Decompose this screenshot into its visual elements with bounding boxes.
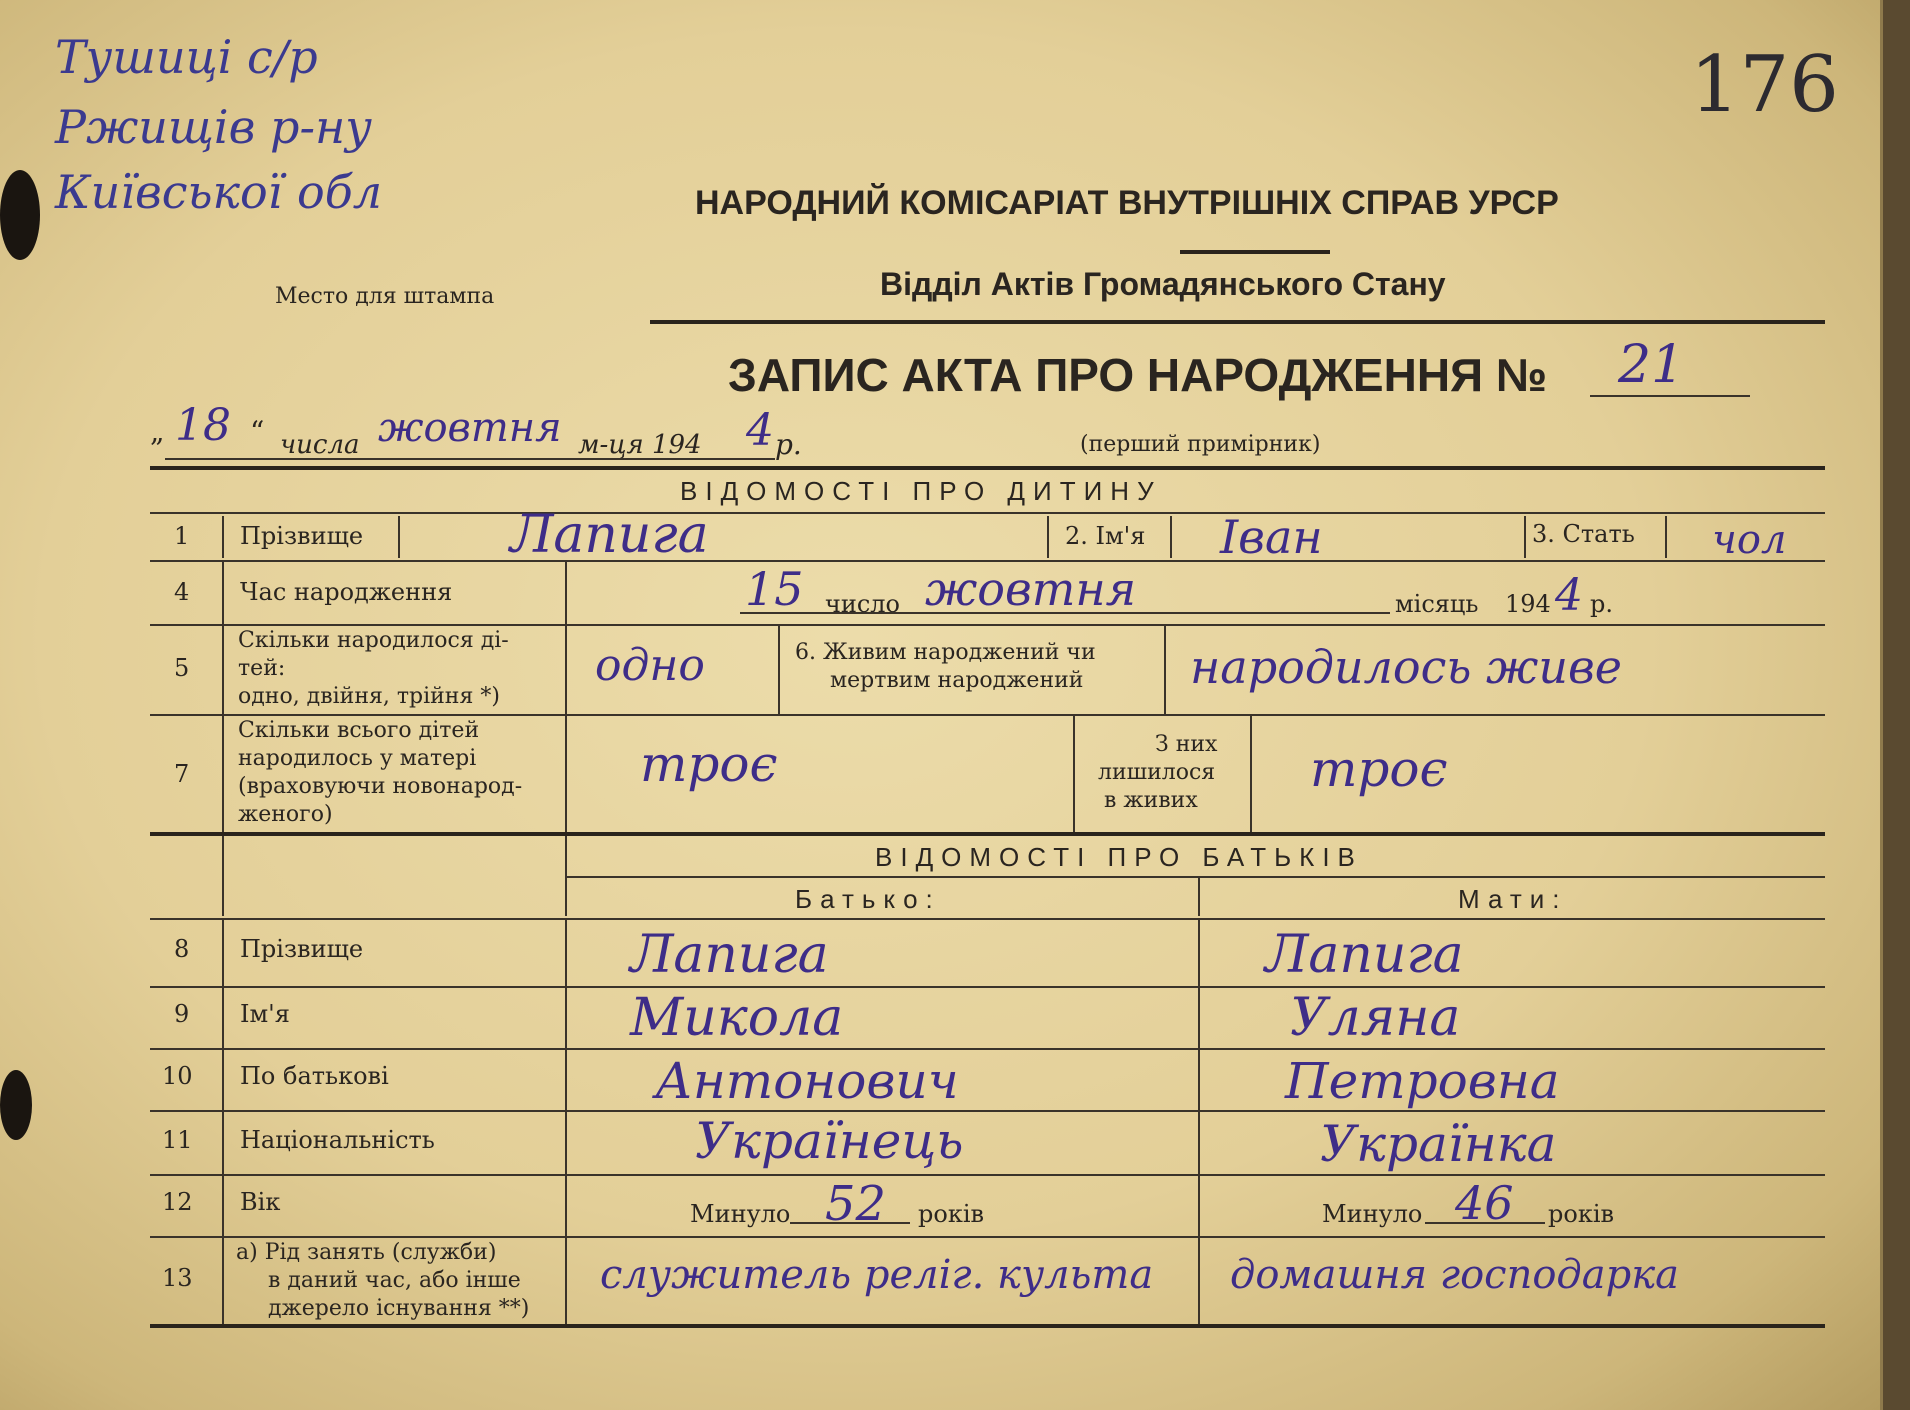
row-11-divider-c [1198, 1112, 1200, 1174]
row-12-divider-b [565, 1176, 567, 1236]
row-9-divider-b [565, 988, 567, 1048]
birth-month: жовтня [925, 562, 1137, 616]
record-number-line [1590, 395, 1750, 397]
father-age-prefix: Минуло [690, 1200, 791, 1228]
total-children-label-line-3: (враховуючи новонарод- [238, 774, 523, 799]
father-surname: Лапига [630, 925, 829, 985]
rule-after-parents-heading [565, 876, 1825, 878]
birth-day: 15 [745, 562, 804, 616]
record-number: 21 [1618, 335, 1685, 395]
date-month-suffix: м-ця 194 [578, 430, 702, 460]
row-10-num: 10 [162, 1062, 193, 1090]
row-8-divider-a [222, 920, 224, 986]
total-children-value: троє [640, 735, 778, 793]
total-children-label-line-4: женого) [238, 802, 333, 827]
birth-day-suffix: число [825, 590, 900, 618]
row-7-divider-d [1250, 716, 1252, 832]
children-born-value: одно [595, 640, 705, 691]
row-8-divider-c [1198, 920, 1200, 986]
archive-note-line-2: Ржищів р-ну [55, 100, 372, 154]
child-name: Іван [1220, 510, 1323, 564]
child-sex: чол [1712, 517, 1787, 563]
parent-name-label: Ім'я [240, 1000, 290, 1028]
birth-time-label: Час народження [240, 578, 453, 606]
date-year-suffix: р. [775, 428, 802, 461]
row-9-divider-a [222, 988, 224, 1048]
table-bottom-rule [150, 1324, 1825, 1328]
row-13-divider-a [222, 1238, 224, 1324]
date-underline [165, 458, 775, 460]
birth-month-suffix: місяць [1395, 590, 1479, 618]
row-5-num: 5 [174, 654, 190, 682]
date-year-digit: 4 [746, 405, 774, 456]
children-born-label-line-1: Скільки народилося ді- [238, 628, 509, 653]
row-5-divider-c [778, 626, 780, 714]
rule-after-row-5 [150, 714, 1825, 716]
alive-children-label-line-2: лишилося [1098, 760, 1216, 785]
father-name: Микола [630, 988, 844, 1048]
live-born-label-line-1: 6. Живим народжений чи [795, 640, 1096, 665]
row-5-divider-b [565, 626, 567, 714]
row-1-divider-d [1170, 516, 1172, 558]
row-12-divider-c [1198, 1176, 1200, 1236]
row-5-divider-d [1164, 626, 1166, 714]
copy-note: (перший примірник) [1080, 432, 1321, 457]
father-age: 52 [825, 1176, 887, 1232]
mother-age: 46 [1455, 1176, 1514, 1230]
rule-after-row-4 [150, 624, 1825, 626]
children-born-label-line-3: одно, двійня, трійня *) [238, 684, 500, 709]
mother-age-suffix: років [1548, 1200, 1614, 1228]
row-1-divider-c [1047, 516, 1049, 558]
child-section-heading: ВІДОМОСТІ ПРО ДИТИНУ [680, 476, 1162, 506]
row-11-num: 11 [162, 1126, 193, 1154]
row-4-num: 4 [174, 578, 190, 606]
mother-heading: Мати: [1458, 884, 1568, 914]
date-month: жовтня [378, 405, 562, 451]
row-10-divider-a [222, 1050, 224, 1110]
row-13-divider-c [1198, 1238, 1200, 1324]
rule-after-row-9 [150, 1048, 1825, 1050]
row-9-num: 9 [174, 1000, 190, 1028]
mother-occupation: домашня господарка [1230, 1252, 1679, 1298]
father-patronymic: Антонович [655, 1052, 959, 1110]
rule-after-row-7 [150, 832, 1825, 836]
mother-surname: Лапига [1265, 925, 1464, 985]
row-1-num: 1 [174, 522, 190, 550]
row-4-divider-a [222, 562, 224, 624]
row-12-num: 12 [162, 1188, 193, 1216]
row-13-num: 13 [162, 1264, 193, 1292]
child-surname-label: Прізвище [240, 522, 364, 550]
ministry-title: НАРОДНИЙ КОМІСАРІАТ ВНУТРІШНІХ СПРАВ УРСР [695, 184, 1559, 222]
rule-after-row-11 [150, 1174, 1825, 1176]
table-top-rule [150, 466, 1825, 470]
occupation-label-line-3: джерело існування **) [268, 1296, 530, 1321]
row-11-divider-b [565, 1112, 567, 1174]
mother-age-prefix: Минуло [1322, 1200, 1423, 1228]
occupation-label-line-2: в даний час, або інше [268, 1268, 521, 1293]
row-8-divider-b [565, 920, 567, 986]
ministry-underline [1180, 250, 1330, 254]
date-day: 18 [175, 400, 231, 451]
birth-year-digit: 4 [1555, 570, 1583, 621]
archive-note-line-1: Тушиці с/р [55, 30, 318, 84]
children-born-label-line-2: тей: [238, 656, 286, 681]
child-sex-label: 3. Стать [1532, 520, 1635, 548]
row-1-divider-e [1524, 516, 1526, 558]
department-title: Відділ Актів Громадянського Стану [880, 266, 1446, 302]
mother-name: Уляна [1290, 988, 1461, 1048]
parents-column-divider-heading [1198, 878, 1200, 916]
rule-after-child-heading [150, 512, 1825, 514]
parents-section-heading: ВІДОМОСТІ ПРО БАТЬКІВ [875, 842, 1363, 872]
parents-heading-divider-a [222, 836, 224, 916]
row-13-divider-b [565, 1238, 567, 1324]
alive-children-value: троє [1310, 740, 1448, 798]
alive-children-label-line-3: в живих [1104, 788, 1198, 813]
row-1-divider-a [222, 516, 224, 558]
father-age-suffix: років [918, 1200, 984, 1228]
birth-year-suffix: р. [1590, 590, 1613, 618]
document-title: ЗАПИС АКТА ПРО НАРОДЖЕННЯ № [728, 349, 1548, 401]
row-7-divider-a [222, 716, 224, 832]
occupation-label-line-1: а) Рід занять (служби) [236, 1240, 497, 1265]
archive-number: 176 [1690, 40, 1839, 130]
father-age-underline [790, 1222, 910, 1224]
rule-after-row-8 [150, 986, 1825, 988]
row-7-num: 7 [174, 760, 190, 788]
parent-nationality-label: Національність [240, 1126, 435, 1154]
mother-age-underline [1425, 1222, 1545, 1224]
row-7-divider-c [1073, 716, 1075, 832]
rule-after-row-10 [150, 1110, 1825, 1112]
stamp-place-label: Место для штампа [275, 284, 495, 309]
total-children-label-line-1: Скільки всього дітей [238, 718, 480, 743]
child-surname: Лапига [510, 505, 709, 565]
row-1-divider-b [398, 516, 400, 558]
mother-nationality: Українка [1320, 1115, 1557, 1173]
parent-age-label: Вік [240, 1188, 281, 1216]
date-quote-close: “ [250, 415, 265, 448]
row-7-divider-b [565, 716, 567, 832]
live-born-value: народилось живе [1190, 640, 1622, 694]
birth-year-prefix: 194 [1505, 590, 1551, 618]
binding-hole-top [0, 170, 40, 260]
row-1-divider-f [1665, 516, 1667, 558]
birth-date-underline [740, 612, 1390, 614]
row-12-divider-a [222, 1176, 224, 1236]
row-10-divider-c [1198, 1050, 1200, 1110]
father-heading: Батько: [795, 884, 941, 914]
live-born-label-line-2: мертвим народжений [830, 668, 1084, 693]
archive-note-line-3: Київської обл [55, 165, 383, 219]
row-11-divider-a [222, 1112, 224, 1174]
date-day-suffix: числа [280, 430, 360, 460]
date-quote-open: „ [150, 415, 165, 448]
row-4-divider-b [565, 562, 567, 624]
father-nationality: Українець [695, 1112, 964, 1170]
row-10-divider-b [565, 1050, 567, 1110]
rule-after-row-12 [150, 1236, 1825, 1238]
parent-patronymic-label: По батькові [240, 1062, 389, 1090]
alive-children-label-line-1: З них [1155, 732, 1218, 757]
mother-patronymic: Петровна [1285, 1052, 1560, 1110]
row-9-divider-c [1198, 988, 1200, 1048]
father-occupation: служитель реліг. культа [600, 1252, 1154, 1298]
rule-before-parent-rows [150, 918, 1825, 920]
binding-hole-bottom [0, 1070, 32, 1140]
row-8-num: 8 [174, 935, 190, 963]
row-5-divider-a [222, 626, 224, 714]
child-name-label: 2. Ім'я [1065, 522, 1146, 550]
total-children-label-line-2: народилось у матері [238, 746, 477, 771]
header-rule [650, 320, 1825, 324]
parent-surname-label: Прізвище [240, 935, 364, 963]
